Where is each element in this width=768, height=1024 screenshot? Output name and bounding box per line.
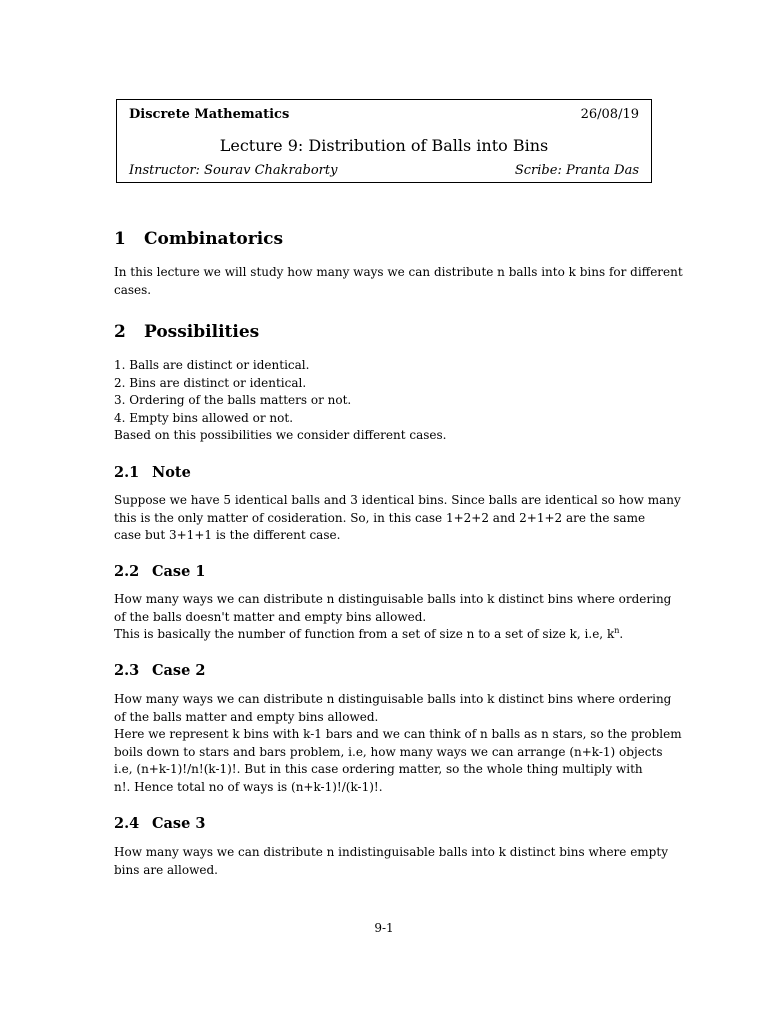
subsection-title: Case 3 [152, 815, 206, 832]
subsection-number: 2.3 [114, 662, 140, 679]
text-line: Suppose we have 5 identical balls and 3 identical bins. Since balls are identical so how many [114, 493, 681, 507]
possibilities-list [114, 357, 656, 445]
text-line: How many ways we can distribute n distinguisable balls into k distinct bins where ordering [114, 592, 672, 606]
subsection-2-2-heading [114, 563, 205, 580]
text-line [114, 626, 656, 644]
text-line: How many ways we can distribute n distinguisable balls into k distinct bins where ordering [114, 692, 672, 706]
text-line: bins are allowed. [114, 862, 218, 877]
exponent: n [614, 626, 620, 635]
section-2-heading [114, 322, 259, 342]
section-title: Combinatorics [144, 229, 284, 249]
section-number: 1 [114, 229, 126, 249]
section-title: Possibilities [144, 322, 260, 342]
lecture-header-box [116, 99, 652, 183]
text-line: Here we represent k bins with k-1 bars and we can think of n balls as n stars, so the problem [114, 727, 682, 741]
case-3-paragraph [114, 844, 668, 879]
subsection-2-4-heading [114, 815, 205, 832]
text-line: n!. Hence total no of ways is (n+k-1)!/(k-1)!. [114, 779, 383, 794]
instructor-name: Instructor: Sourav Chakraborty [129, 163, 338, 178]
list-item: 4. Empty bins allowed or not. [114, 410, 294, 425]
function-count-text: This is basically the number of function from a set of size n to a set of size k, i.e, k [114, 627, 615, 641]
subsection-number: 2.1 [114, 464, 140, 481]
subsection-title: Case 2 [152, 662, 206, 679]
lecture-date: 26/08/19 [580, 107, 639, 122]
section-number: 2 [114, 322, 126, 342]
subsection-number: 2.4 [114, 815, 140, 832]
list-item: 2. Bins are distinct or identical. [114, 375, 307, 390]
subsection-title: Note [152, 464, 191, 481]
list-item: 1. Balls are distinct or identical. [114, 358, 310, 372]
text-line: In this lecture we will study how many ways we can distribute n balls into k bins for different [114, 265, 683, 279]
case-2-paragraph [114, 691, 682, 796]
subsection-2-3-heading [114, 662, 205, 679]
note-paragraph [114, 492, 681, 545]
page-number: 9-1 [374, 921, 394, 935]
lecture-title: Lecture 9: Distribution of Balls into Bins [219, 136, 549, 155]
text-line: of the balls doesn't matter and empty bins allowed. [114, 609, 427, 624]
subsection-2-1-heading [114, 464, 191, 481]
section-1-heading [114, 229, 283, 249]
text-line: i.e, (n+k-1)!/n!(k-1)!. But in this case ordering matter, so the whole thing multiply with [114, 762, 643, 776]
scribe-name: Scribe: Pranta Das [514, 163, 639, 178]
text-line: of the balls matter and empty bins allowed. [114, 709, 379, 724]
text-line: cases. [114, 282, 152, 297]
list-item: 3. Ordering of the balls matters or not. [114, 393, 352, 407]
text-line: Based on this possibilities we consider different cases. [114, 428, 447, 442]
sentence-end: . [619, 627, 624, 641]
course-name: Discrete Mathematics [129, 107, 290, 122]
text-line: this is the only matter of cosideration. So, in this case 1+2+2 and 2+1+2 are the same [114, 510, 646, 525]
text-line: case but 3+1+1 is the different case. [114, 528, 341, 542]
section-1-paragraph [114, 264, 683, 299]
case-1-paragraph [114, 591, 672, 644]
text-line: How many ways we can distribute n indistinguisable balls into k distinct bins where empty [114, 845, 668, 859]
subsection-number: 2.2 [114, 563, 140, 580]
subsection-title: Case 1 [152, 563, 206, 580]
text-line: boils down to stars and bars problem, i.e, how many ways we can arrange (n+k-1) objects [114, 744, 663, 759]
